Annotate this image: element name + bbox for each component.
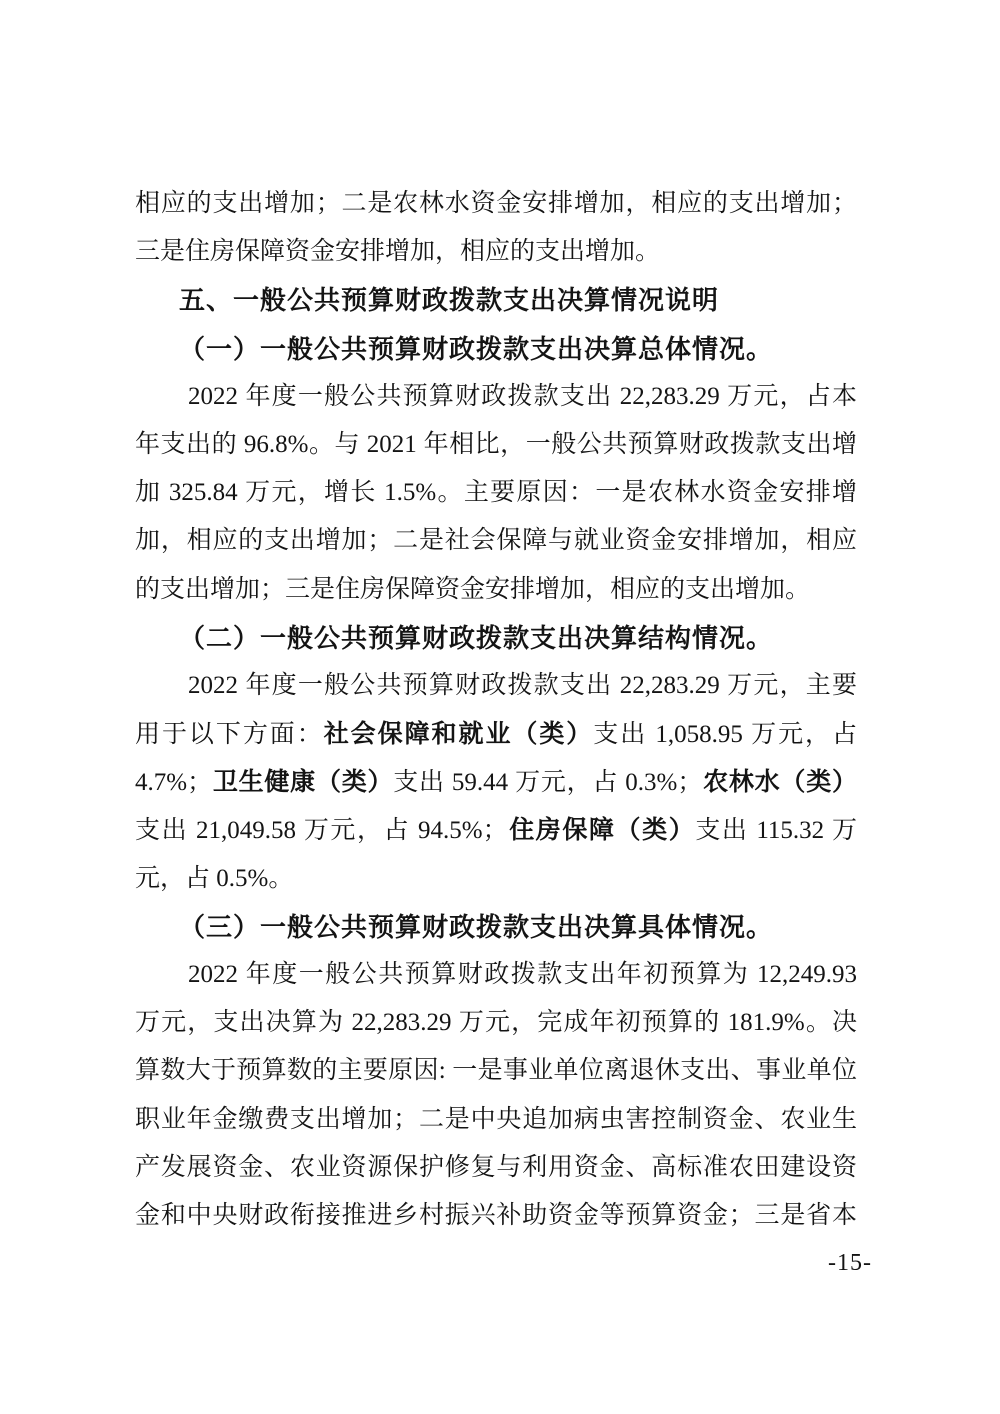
line-text: 元，占 0.5%。	[135, 864, 294, 892]
paragraph1-line	[135, 421, 857, 469]
bold-category-health: 卫生健康（类）	[212, 768, 394, 797]
line-text: 4.7%；	[135, 769, 213, 797]
paragraph3-line	[135, 951, 857, 999]
line-text: 2022 年度一般公共预算财政拨款支出 22,283.29 万元，主要	[188, 671, 857, 699]
paragraph1-line	[135, 469, 857, 517]
paragraph2-line	[135, 758, 857, 806]
line-text: 年支出的 96.8%。与 2021 年相比，一般公共预算财政拨款支出增	[135, 430, 857, 458]
line-text: 支出 115.32 万	[695, 817, 857, 845]
paragraph3-line	[135, 1144, 857, 1192]
paragraph2-line	[135, 662, 857, 710]
line-text: 2022 年度一般公共预算财政拨款支出年初预算为 12,249.93	[188, 961, 857, 988]
section5-heading	[135, 276, 857, 324]
bold-category-agriculture: 农林水（类）	[702, 768, 857, 797]
paragraph2-line	[135, 855, 857, 903]
line-text: 2022 年度一般公共预算财政拨款支出 22,283.29 万元，占本	[188, 382, 857, 410]
line-text: 支出 59.44 万元，占 0.3%；	[393, 769, 703, 797]
heading-text: 五、一般公共预算财政拨款支出决算情况说明	[179, 285, 720, 316]
paragraph3-line	[135, 1096, 857, 1144]
line-text: 金和中央财政衔接推进乡村振兴补助资金等预算资金；三是省本	[135, 1201, 857, 1229]
line-text: 算数大于预算数的主要原因: 一是事业单位离退休支出、事业单位	[135, 1057, 857, 1085]
line-text: 加 325.84 万元，增长 1.5%。主要原因：一是农林水资金安排增	[135, 479, 857, 507]
paragraph1-line	[135, 373, 857, 421]
continued-paragraph-line	[135, 180, 857, 228]
bold-category-housing: 住房保障（类）	[507, 816, 696, 845]
line-text: 产发展资金、农业资源保护修复与利用资金、高标准农田建设资	[135, 1153, 857, 1181]
line-text: 支出 1,058.95 万元，占	[593, 721, 857, 749]
subsection3-heading	[135, 903, 857, 951]
heading-text: （二）一般公共预算财政拨款支出决算结构情况。	[179, 622, 774, 653]
heading-text: （三）一般公共预算财政拨款支出决算具体情况。	[179, 911, 774, 942]
text-block	[135, 180, 857, 1240]
continued-paragraph-line	[135, 228, 857, 276]
line-text: 的支出增加；三是住房保障资金安排增加，相应的支出增加。	[135, 575, 811, 603]
line-text: 三是住房保障资金安排增加，相应的支出增加。	[135, 238, 661, 266]
line-text: 加，相应的支出增加；二是社会保障与就业资金安排增加，相应	[135, 527, 857, 555]
line-text: 用于以下方面：	[135, 721, 324, 749]
line-text: 支出 21,049.58 万元，占 94.5%；	[135, 817, 508, 845]
line-text: 相应的支出增加；二是农林水资金安排增加，相应的支出增加；	[135, 190, 857, 217]
paragraph1-line	[135, 517, 857, 565]
paragraph2-line	[135, 710, 857, 758]
subsection2-heading	[135, 614, 857, 662]
heading-text: （一）一般公共预算财政拨款支出决算总体情况。	[179, 333, 774, 364]
paragraph3-line	[135, 999, 857, 1047]
subsection1-heading	[135, 325, 857, 373]
line-text: 职业年金缴费支出增加；二是中央追加病虫害控制资金、农业生	[135, 1105, 857, 1133]
paragraph2-line	[135, 806, 857, 854]
paragraph3-line	[135, 1047, 857, 1095]
bold-category-social-security: 社会保障和就业（类）	[323, 720, 594, 749]
page-number: -15-	[828, 1250, 872, 1276]
paragraph1-line	[135, 566, 857, 614]
paragraph3-line	[135, 1192, 857, 1240]
line-text: 万元，支出决算为 22,283.29 万元，完成年初预算的 181.9%。决	[135, 1009, 857, 1037]
